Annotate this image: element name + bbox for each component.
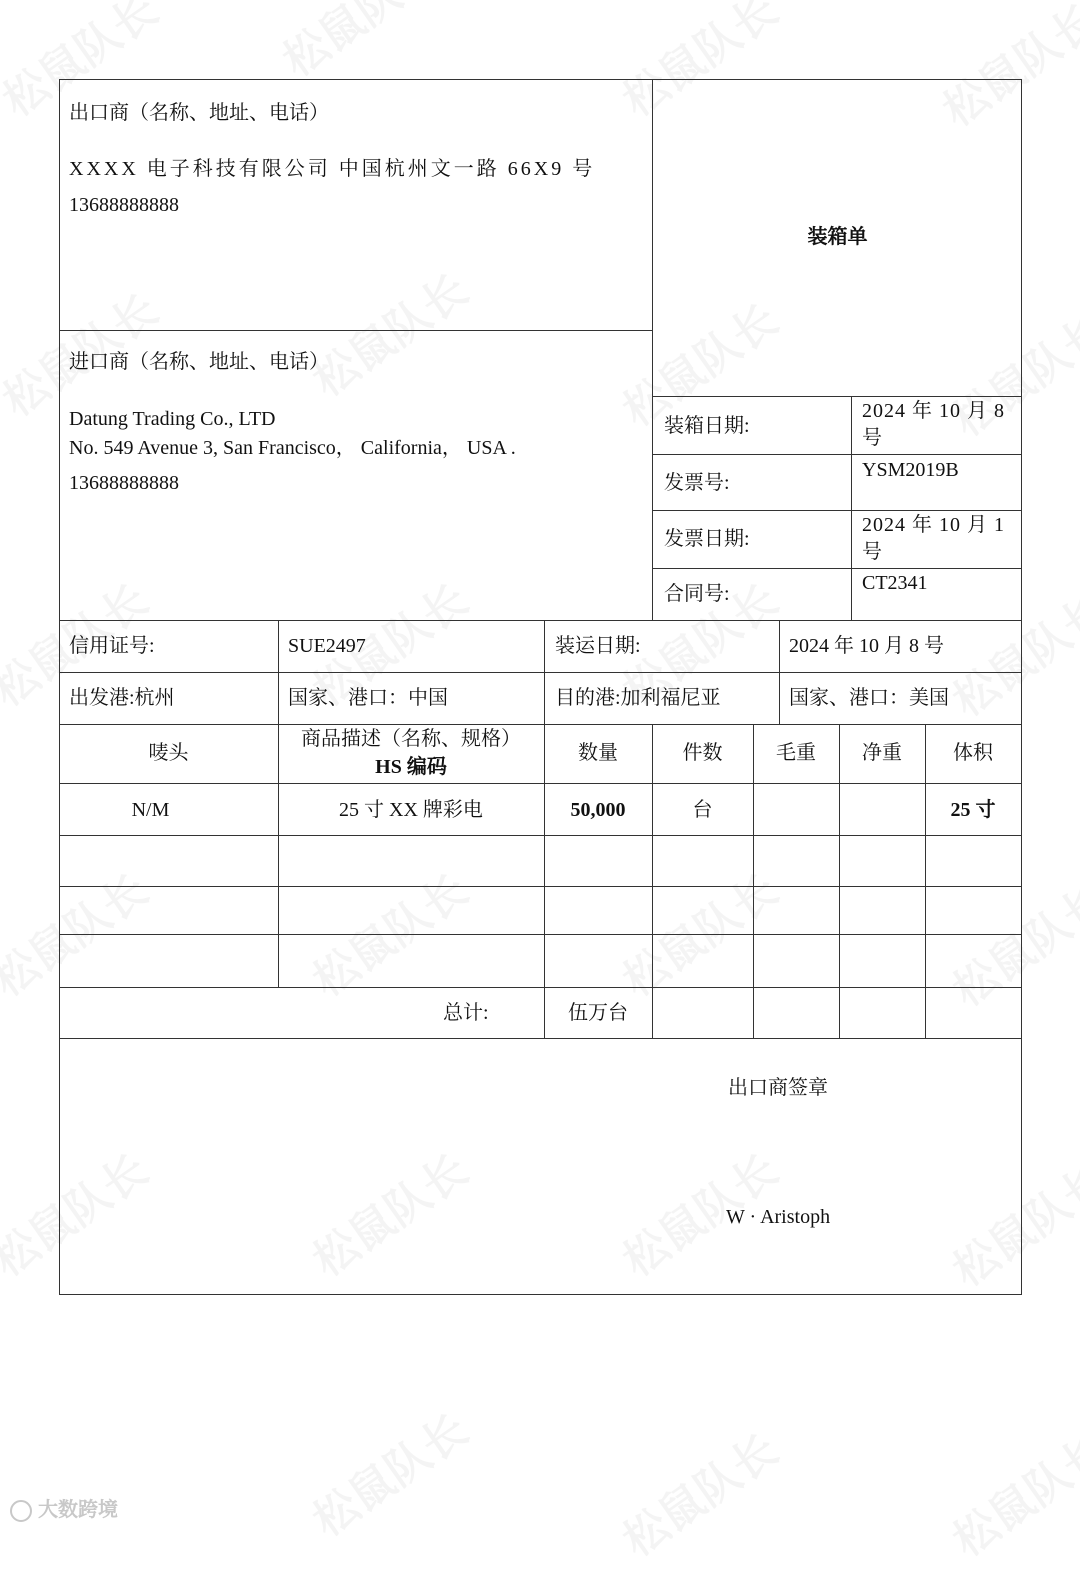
header-pieces: 件数: [682, 742, 723, 764]
contract-no-label: 合同号:: [664, 583, 730, 605]
exporter-address: XXXX 电子科技有限公司 中国杭州文一路 66X9 号: [69, 158, 596, 180]
document-title: 装箱单: [807, 226, 868, 248]
importer-phone: 13688888888: [69, 472, 179, 494]
invoice-date-label: 发票日期:: [664, 528, 750, 550]
packing-list-document: [59, 79, 1022, 1295]
header-gross-weight: 毛重: [776, 742, 816, 764]
divider: [59, 783, 1022, 784]
exporter-label: 出口商（名称、地址、电话）: [69, 102, 329, 124]
header-quantity: 数量: [578, 742, 618, 764]
invoice-date-value: 2024 年 10 月 1: [862, 514, 1005, 536]
header-description: 商品描述（名称、规格）: [301, 728, 521, 750]
destination-port: 目的港:加利福尼亚: [555, 687, 721, 709]
divider: [59, 672, 1022, 673]
divider: [59, 620, 1022, 621]
ship-date-label: 装运日期:: [555, 635, 641, 657]
divider: [544, 724, 545, 1038]
invoice-no-label: 发票号:: [664, 472, 730, 494]
signature-name: W · Aristoph: [726, 1206, 831, 1228]
border-right: [1021, 79, 1022, 1295]
divider: [59, 835, 1022, 836]
watermark: [608, 1415, 789, 1568]
signature-label: 出口商签章: [728, 1077, 828, 1099]
border-top: [59, 79, 1022, 80]
divider: [59, 934, 1022, 935]
row-marks: N/M: [131, 799, 170, 821]
divider: [653, 454, 1022, 455]
departure-country: 国家、港口：中国: [288, 687, 448, 709]
lc-label: 信用证号:: [69, 635, 155, 657]
divider: [653, 510, 1022, 511]
logo-icon: [10, 1500, 32, 1522]
row-description: 25 寸 XX 牌彩电: [339, 799, 483, 821]
watermark: [268, 0, 449, 89]
divider: [59, 724, 1022, 725]
header-marks: 唛头: [148, 742, 189, 764]
header-net-weight: 净重: [862, 742, 902, 764]
lc-value: SUE2497: [288, 635, 366, 657]
row-quantity: 50,000: [570, 799, 626, 821]
packing-date-label: 装箱日期:: [664, 415, 750, 437]
header-hs-code: HS 编码: [375, 756, 447, 778]
divider: [653, 568, 1022, 569]
header-volume: 体积: [953, 742, 993, 764]
border-bottom: [59, 1294, 1022, 1295]
divider: [278, 620, 279, 724]
invoice-date-value-cont: 号: [862, 541, 882, 563]
divider: [652, 79, 653, 620]
divider: [653, 396, 1022, 397]
invoice-no-value: YSM2019B: [862, 459, 959, 481]
packing-date-value: 2024 年 10 月 8: [862, 400, 1005, 422]
border-left: [59, 79, 60, 1295]
divider: [59, 987, 1022, 988]
exporter-phone: 13688888888: [69, 194, 179, 216]
watermark: [298, 1395, 479, 1548]
row-pieces: 台: [692, 799, 713, 821]
divider: [925, 724, 926, 1038]
divider: [544, 620, 545, 724]
row-volume: 25 寸: [950, 799, 996, 821]
importer-address: No. 549 Avenue 3, San Francisco， California， USA .: [69, 437, 516, 459]
contract-no-value: CT2341: [862, 572, 928, 594]
brand-logo: [10, 1493, 118, 1522]
divider: [59, 886, 1022, 887]
departure-port: 出发港:杭州: [69, 687, 175, 709]
watermark: [938, 1415, 1080, 1568]
divider: [839, 724, 840, 1038]
divider: [59, 1038, 1022, 1039]
divider: [851, 396, 852, 620]
importer-name: Datung Trading Co., LTD: [69, 408, 276, 430]
divider: [59, 330, 653, 331]
total-label: 总计:: [443, 1002, 489, 1024]
ship-date-value: 2024 年 10 月 8 号: [789, 635, 944, 657]
logo-text: 大数跨境: [38, 1497, 118, 1521]
divider: [779, 620, 780, 724]
divider: [652, 724, 653, 1038]
total-value: 伍万台: [568, 1002, 628, 1024]
importer-label: 进口商（名称、地址、电话）: [69, 351, 329, 373]
destination-country: 国家、港口：美国: [789, 687, 949, 709]
divider: [753, 724, 754, 1038]
packing-date-value-cont: 号: [862, 427, 882, 449]
